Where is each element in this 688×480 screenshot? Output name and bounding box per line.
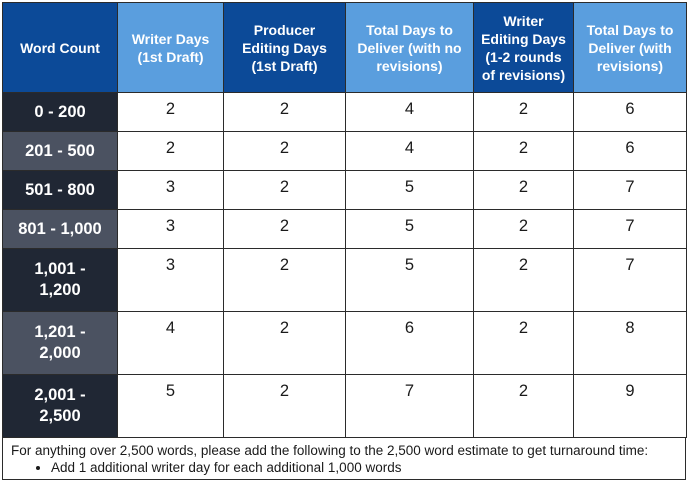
writer-editing-cell: 2 <box>474 210 574 249</box>
total-with-revisions-cell: 9 <box>574 375 687 438</box>
word-count-cell: 1,201 - 2,000 <box>3 312 118 375</box>
writer-editing-cell: 2 <box>474 249 574 312</box>
header-row <box>3 3 687 93</box>
total-with-revisions-cell: 7 <box>574 171 687 210</box>
footnote <box>2 438 686 480</box>
footnote-bullet: • Add 1 additional writer day for each additional 1,000 words <box>51 459 685 476</box>
header-writer-editing-days: Writer Editing Days (1-2 rounds of revisions) <box>474 3 574 93</box>
writer-editing-cell: 2 <box>474 132 574 171</box>
word-count-cell: 201 - 500 <box>3 132 118 171</box>
writer-days-cell: 3 <box>118 210 224 249</box>
producer-days-cell: 2 <box>224 132 346 171</box>
word-count-cell: 1,001 - 1,200 <box>3 249 118 312</box>
word-count-cell: 0 - 200 <box>3 93 118 132</box>
total-no-revisions-cell: 6 <box>346 312 474 375</box>
total-no-revisions-cell: 4 <box>346 93 474 132</box>
writer-days-cell: 3 <box>118 249 224 312</box>
table-row <box>3 210 687 249</box>
word-count-cell: 801 - 1,000 <box>3 210 118 249</box>
footnote-text: For anything over 2,500 words, please add the following to the 2,500 word estimate to get turnaround time: <box>11 443 649 458</box>
producer-days-cell: 2 <box>224 93 346 132</box>
total-no-revisions-cell: 7 <box>346 375 474 438</box>
total-with-revisions-cell: 7 <box>574 249 687 312</box>
total-no-revisions-cell: 5 <box>346 210 474 249</box>
header-writer-days: Writer Days (1st Draft) <box>118 3 224 93</box>
total-with-revisions-cell: 6 <box>574 132 687 171</box>
total-no-revisions-cell: 5 <box>346 249 474 312</box>
producer-days-cell: 2 <box>224 210 346 249</box>
writer-days-cell: 5 <box>118 375 224 438</box>
total-with-revisions-cell: 6 <box>574 93 687 132</box>
header-word-count: Word Count <box>3 3 118 93</box>
word-count-cell: 501 - 800 <box>3 171 118 210</box>
table-row <box>3 93 687 132</box>
total-with-revisions-cell: 8 <box>574 312 687 375</box>
footnote-list <box>11 459 685 476</box>
producer-days-cell: 2 <box>224 312 346 375</box>
table-row <box>3 249 687 312</box>
writer-days-cell: 2 <box>118 132 224 171</box>
writer-editing-cell: 2 <box>474 375 574 438</box>
writer-days-cell: 3 <box>118 171 224 210</box>
total-no-revisions-cell: 4 <box>346 132 474 171</box>
turnaround-table-container <box>2 2 686 480</box>
producer-days-cell: 2 <box>224 171 346 210</box>
producer-days-cell: 2 <box>224 375 346 438</box>
turnaround-table <box>2 2 687 438</box>
table-row <box>3 312 687 375</box>
writer-editing-cell: 2 <box>474 93 574 132</box>
producer-days-cell: 2 <box>224 249 346 312</box>
header-producer-editing-days: Producer Editing Days (1st Draft) <box>224 3 346 93</box>
table-row <box>3 132 687 171</box>
table-row <box>3 171 687 210</box>
table-row <box>3 375 687 438</box>
total-with-revisions-cell: 7 <box>574 210 687 249</box>
total-no-revisions-cell: 5 <box>346 171 474 210</box>
writer-days-cell: 4 <box>118 312 224 375</box>
word-count-cell: 2,001 - 2,500 <box>3 375 118 438</box>
header-total-days-with-revisions: Total Days to Deliver (with revisions) <box>574 3 687 93</box>
writer-editing-cell: 2 <box>474 312 574 375</box>
writer-editing-cell: 2 <box>474 171 574 210</box>
writer-days-cell: 2 <box>118 93 224 132</box>
header-total-days-no-revisions: Total Days to Deliver (with no revisions) <box>346 3 474 93</box>
